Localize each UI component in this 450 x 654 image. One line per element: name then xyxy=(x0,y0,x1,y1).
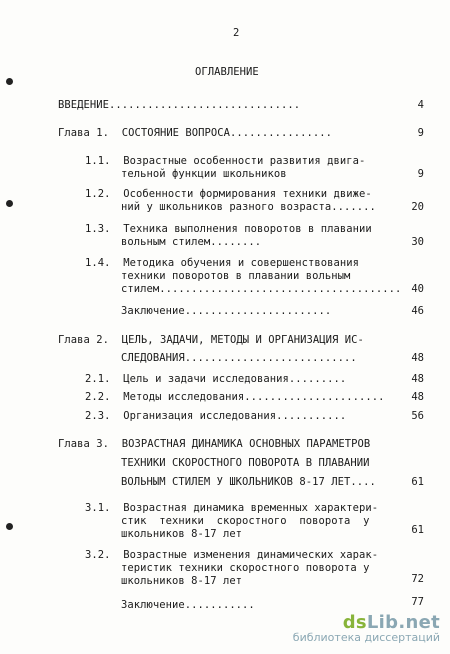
toc-page-chapter-1: 9 xyxy=(417,127,424,139)
toc-page-conclusion-1: 46 xyxy=(411,305,424,317)
watermark-brand xyxy=(293,612,440,633)
toc-entry-1-2: ний у школьников разного возраста....... xyxy=(121,201,376,213)
toc-page-2-3: 56 xyxy=(411,410,424,422)
toc-entry-1-4: 1.4. Методика обучения и совершенствования xyxy=(85,257,359,269)
toc-entry-3-2: теристик техники скоростного поворота у xyxy=(121,562,370,574)
toc-entry-chapter-1: Глава 1. СОСТОЯНИЕ ВОПРОСА................ xyxy=(58,127,332,139)
binding-hole-mark xyxy=(6,523,13,530)
dslib-watermark xyxy=(293,612,440,644)
toc-page-chapter-2: 48 xyxy=(411,352,424,364)
toc-entry-1-4: техники поворотов в плавании вольным xyxy=(121,270,351,282)
toc-page-3-1: 61 xyxy=(411,524,424,536)
toc-entry-chapter-2: СЛЕДОВАНИЯ........................... xyxy=(121,352,357,364)
toc-entry-1-4: стилем...................................... xyxy=(121,283,402,295)
toc-page-3-2: 72 xyxy=(411,573,424,585)
binding-hole-mark xyxy=(6,200,13,207)
toc-entry-chapter-3: ВОЛЬНЫМ СТИЛЕМ У ШКОЛЬНИКОВ 8-17 ЛЕТ.... xyxy=(121,476,376,488)
watermark-brand-rest: Lib.net xyxy=(366,612,440,633)
toc-entry-conclusion-1: Заключение....................... xyxy=(121,305,332,317)
toc-entry-1-1: тельной функции школьников xyxy=(121,168,287,180)
toc-heading: ОГЛАВЛЕНИЕ xyxy=(195,66,259,78)
toc-page-2-2: 48 xyxy=(411,391,424,403)
toc-entry-intro: ВВЕДЕНИЕ.............................. xyxy=(58,99,301,111)
toc-page-conclusion-3: 77 xyxy=(411,596,424,608)
toc-page-1-2: 20 xyxy=(411,201,424,213)
toc-page-2-1: 48 xyxy=(411,373,424,385)
toc-entry-1-3: 1.3. Техника выполнения поворотов в плавании xyxy=(85,223,372,235)
toc-entry-chapter-3: Глава 3. ВОЗРАСТНАЯ ДИНАМИКА ОСНОВНЫХ ПАРАМЕТРОВ xyxy=(58,438,371,450)
watermark-subtitle: библиотека диссертаций xyxy=(292,631,440,644)
toc-entry-chapter-2: Глава 2. ЦЕЛЬ, ЗАДАЧИ, МЕТОДЫ И ОРГАНИЗАЦИЯ ИС- xyxy=(58,334,364,346)
toc-page-1-1: 9 xyxy=(417,168,424,180)
toc-entry-conclusion-3: Заключение........... xyxy=(121,599,255,611)
toc-entry-3-2: 3.2. Возрастные изменения динамических харак- xyxy=(85,549,379,561)
toc-entry-2-3: 2.3. Организация исследования........... xyxy=(85,410,347,422)
toc-entry-1-3: вольным стилем........ xyxy=(121,236,262,248)
toc-entry-1-1: 1.1. Возрастные особенности развития двигa- xyxy=(85,155,366,167)
toc-entry-2-2: 2.2. Методы исследования...................... xyxy=(85,391,385,403)
toc-entry-3-1: школьников 8-17 лет xyxy=(121,528,243,540)
toc-entry-1-2: 1.2. Особенности формирования техники движе- xyxy=(85,188,372,200)
binding-hole-mark xyxy=(6,78,13,85)
toc-entry-3-2: школьников 8-17 лет xyxy=(121,575,243,587)
toc-page-1-4: 40 xyxy=(411,283,424,295)
toc-entry-chapter-3: ТЕХНИКИ СКОРОСТНОГО ПОВОРОТА В ПЛАВАНИИ xyxy=(121,457,370,469)
toc-entry-3-1: стик техники скоростного поворота у xyxy=(121,515,370,527)
toc-page-1-3: 30 xyxy=(411,236,424,248)
toc-page-chapter-3: 61 xyxy=(411,476,424,488)
watermark-brand-prefix: ds xyxy=(342,612,367,633)
toc-page-intro: 4 xyxy=(417,99,424,111)
toc-entry-2-1: 2.1. Цель и задачи исследования......... xyxy=(85,373,347,385)
page-number: 2 xyxy=(233,27,240,39)
toc-entry-3-1: 3.1. Возрастная динамика временных характери- xyxy=(85,502,379,514)
